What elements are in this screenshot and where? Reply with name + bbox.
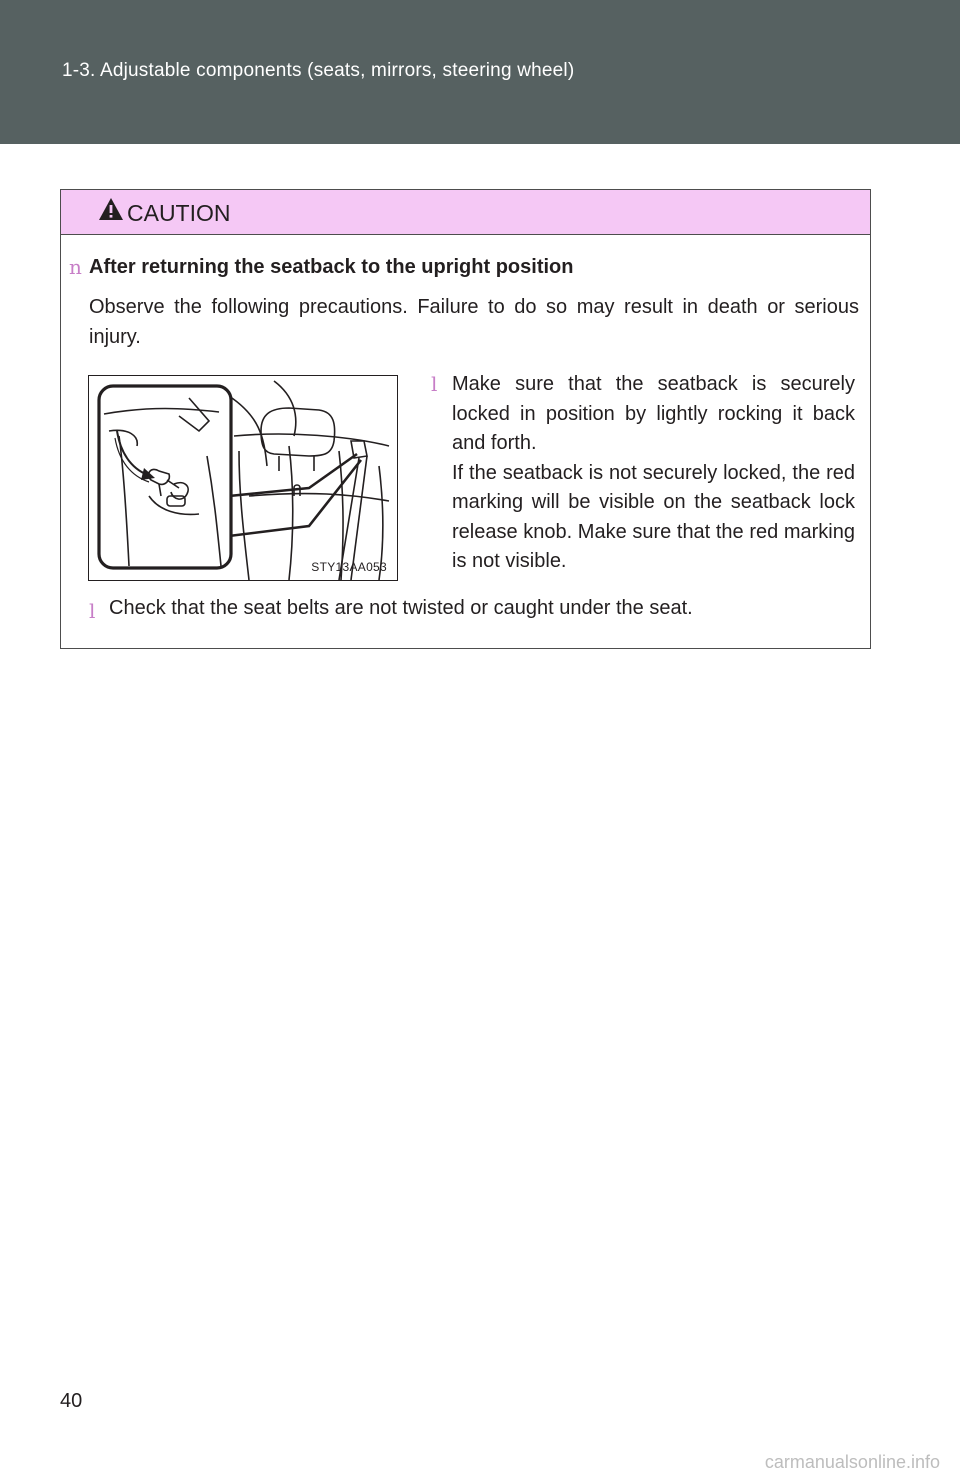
- caution-heading: After returning the seatback to the upright position: [89, 256, 574, 278]
- caution-box: [60, 189, 871, 649]
- caution-header: [61, 190, 870, 235]
- list-bullet: l: [431, 372, 438, 396]
- seatback-lock-drawing: [89, 376, 397, 580]
- section-title: 1-3. Adjustable components (seats, mirrors, steering wheel): [62, 60, 575, 81]
- warning-triangle-icon: [98, 197, 124, 221]
- page-number: 40: [60, 1390, 83, 1412]
- list-bullet: l: [89, 599, 96, 623]
- caution-intro: Observe the following precautions. Failure to do so may result in death or serious injury.: [89, 296, 859, 348]
- caution-label: CAUTION: [127, 200, 231, 226]
- section-bullet: n: [69, 255, 82, 279]
- list-item-line: Make sure that the seatback is securely locked in position by lightly rocking it back and forth.: [452, 373, 855, 454]
- watermark: carmanualsonline.info: [764, 1452, 940, 1472]
- list-item: Check that the seat belts are not twisted or caught under the seat.: [109, 597, 693, 619]
- list-item: [452, 370, 855, 577]
- list-item-line: If the seatback is not securely locked, the red marking will be visible on the seatback lock release knob. Make sure that the red marking is not visible.: [452, 461, 855, 572]
- figure-code: STY13AA053: [311, 560, 387, 574]
- seatback-illustration: [88, 375, 398, 581]
- page-header: [0, 0, 960, 144]
